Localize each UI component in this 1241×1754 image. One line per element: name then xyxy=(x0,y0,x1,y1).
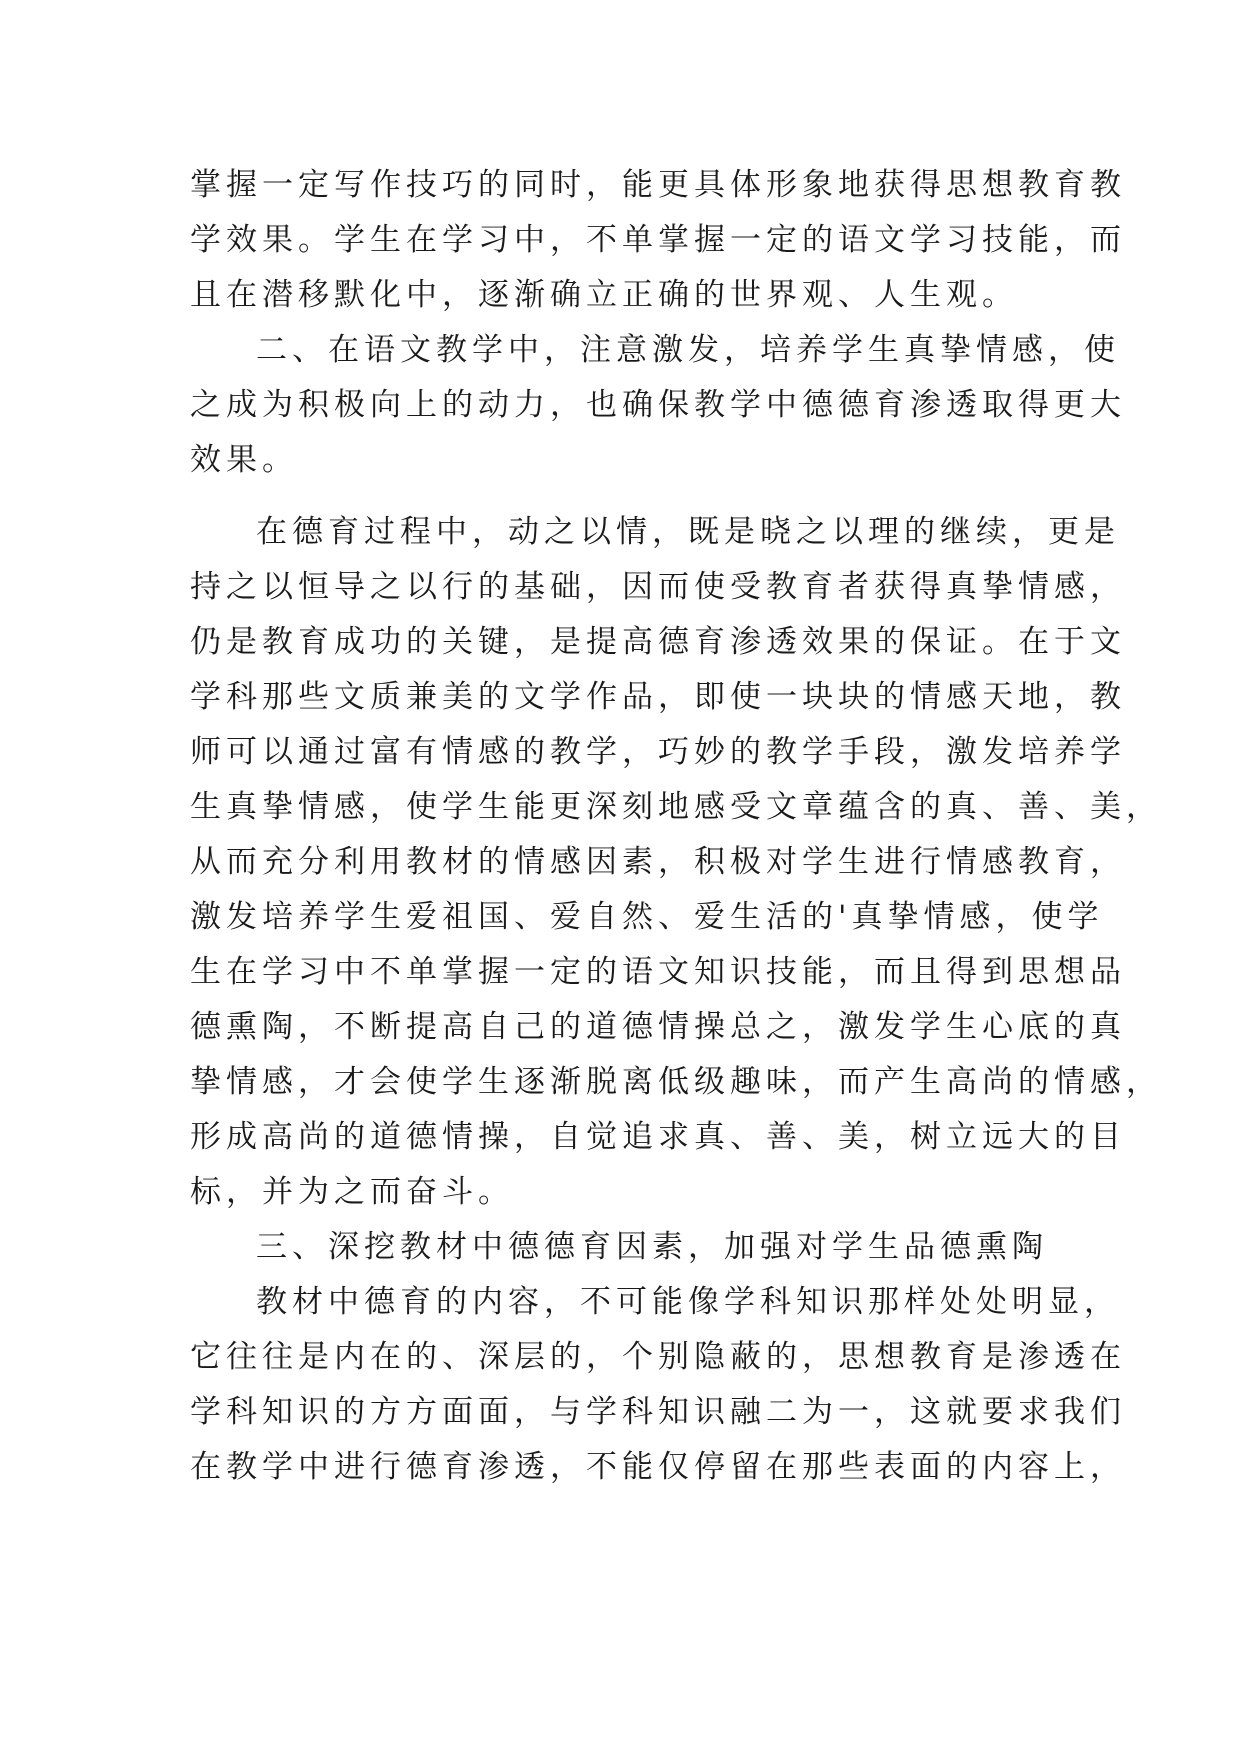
paragraph-continuation xyxy=(190,158,1126,323)
text-line: 生在学习中不单掌握一定的语文知识技能，而且得到思想品 xyxy=(190,954,1126,990)
text-line: 从而充分利用教材的情感因素，积极对学生进行情感教育， xyxy=(190,844,1126,880)
text-line: 仍是教育成功的关键，是提高德育渗透效果的保证。在于文 xyxy=(190,624,1126,660)
text-line: 挚情感，才会使学生逐渐脱离低级趣味，而产生高尚的情感， xyxy=(190,1064,1162,1100)
text-line: 且在潜移默化中，逐渐确立正确的世界观、人生观。 xyxy=(190,277,1018,313)
text-line: 教材中德育的内容，不可能像学科知识那样处处明显， xyxy=(256,1284,1120,1320)
text-line: 师可以通过富有情感的教学，巧妙的教学手段，激发培养学 xyxy=(190,734,1126,770)
heading-line: 之成为积极向上的动力，也确保教学中德德育渗透取得更大 xyxy=(190,387,1126,423)
paragraph-textbook-moral xyxy=(190,1275,1126,1495)
heading-line: 二、在语文教学中，注意激发，培养学生真挚情感，使 xyxy=(256,332,1120,368)
text-line: 它往往是内在的、深层的，个别隐蔽的，思想教育是渗透在 xyxy=(190,1339,1126,1375)
text-line: 生真挚情感，使学生能更深刻地感受文章蕴含的真、善、美， xyxy=(190,789,1162,825)
text-line: 激发培养学生爱祖国、爱自然、爱生活的'真挚情感，使学 xyxy=(190,899,1104,935)
section-heading-two xyxy=(190,323,1126,488)
text-line: 标，并为之而奋斗。 xyxy=(190,1174,514,1210)
document-body xyxy=(190,158,1162,1495)
text-line: 持之以恒导之以行的基础，因而使受教育者获得真挚情感， xyxy=(190,569,1126,605)
section-heading-three xyxy=(190,1220,1060,1275)
heading-line: 三、深挖教材中德德育因素，加强对学生品德熏陶 xyxy=(256,1229,1048,1265)
text-line: 德熏陶，不断提高自己的道德情操总之，激发学生心底的真 xyxy=(190,1009,1126,1045)
text-line: 学科知识的方方面面，与学科知识融二为一，这就要求我们 xyxy=(190,1394,1126,1430)
heading-line: 效果。 xyxy=(190,442,298,478)
text-line: 掌握一定写作技巧的同时，能更具体形象地获得思想教育教 xyxy=(190,167,1126,203)
text-line: 形成高尚的道德情操，自觉追求真、善、美，树立远大的目 xyxy=(190,1119,1126,1155)
text-line: 在德育过程中，动之以情，既是晓之以理的继续，更是 xyxy=(256,514,1120,550)
text-line: 在教学中进行德育渗透，不能仅停留在那些表面的内容上， xyxy=(190,1449,1126,1485)
paragraph-emotion-education xyxy=(190,505,1162,1220)
paragraph-spacing xyxy=(190,488,1060,505)
text-line: 学效果。学生在学习中，不单掌握一定的语文学习技能，而 xyxy=(190,222,1126,258)
text-line: 学科那些文质兼美的文学作品，即使一块块的情感天地，教 xyxy=(190,679,1126,715)
